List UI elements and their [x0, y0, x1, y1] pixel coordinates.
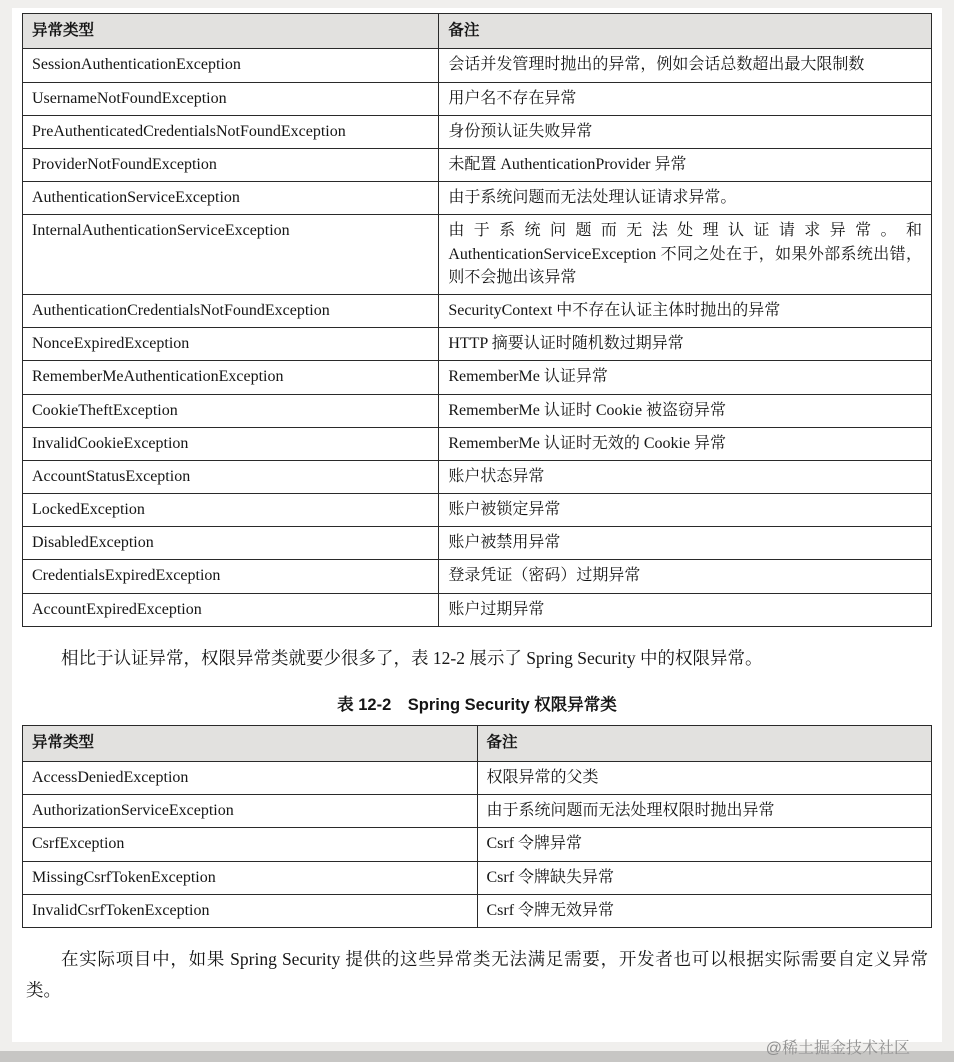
note-cell: RememberMe 认证时 Cookie 被盗窃异常	[439, 394, 932, 427]
exception-type-cell: CsrfException	[23, 828, 478, 861]
exception-type-cell: AuthenticationCredentialsNotFoundException	[23, 294, 439, 327]
table-row	[23, 761, 932, 794]
authentication-exception-table	[22, 13, 932, 627]
exception-type-cell: SessionAuthenticationException	[23, 49, 439, 82]
table-header-row	[23, 14, 932, 49]
note-cell: 账户状态异常	[439, 460, 932, 493]
note-cell: 由于系统问题而无法处理认证请求异常。和 AuthenticationServiceException 不同之处在于，如果外部系统出错，则不会抛出该异常	[439, 215, 932, 295]
note-cell: 身份预认证失败异常	[439, 115, 932, 148]
table-row	[23, 82, 932, 115]
note-cell: 由于系统问题而无法处理权限时抛出异常	[477, 795, 932, 828]
table-row	[23, 828, 932, 861]
table-row	[23, 182, 932, 215]
note-cell: 账户被禁用异常	[439, 527, 932, 560]
exception-type-cell: CredentialsExpiredException	[23, 560, 439, 593]
column-header-type: 异常类型	[23, 14, 439, 49]
table-row	[23, 328, 932, 361]
note-cell: 账户过期异常	[439, 593, 932, 626]
exception-type-cell: AccountExpiredException	[23, 593, 439, 626]
exception-type-cell: InvalidCookieException	[23, 427, 439, 460]
note-cell: 登录凭证（密码）过期异常	[439, 560, 932, 593]
exception-type-cell: PreAuthenticatedCredentialsNotFoundException	[23, 115, 439, 148]
exception-type-cell: InvalidCsrfTokenException	[23, 894, 478, 927]
table-row	[23, 494, 932, 527]
note-cell: 会话并发管理时抛出的异常，例如会话总数超出最大限制数	[439, 49, 932, 82]
table-row	[23, 115, 932, 148]
note-cell: Csrf 令牌异常	[477, 828, 932, 861]
note-cell: RememberMe 认证异常	[439, 361, 932, 394]
table-row	[23, 460, 932, 493]
table-row	[23, 894, 932, 927]
column-header-type: 异常类型	[23, 726, 478, 761]
note-cell: 权限异常的父类	[477, 761, 932, 794]
note-cell: 由于系统问题而无法处理认证请求异常。	[439, 182, 932, 215]
exception-type-cell: AuthorizationServiceException	[23, 795, 478, 828]
paragraph-closing: 在实际项目中，如果 Spring Security 提供的这些异常类无法满足需要，开发者也可以根据实际需要自定义异常类。	[26, 948, 928, 1000]
table-row	[23, 527, 932, 560]
exception-type-cell: LockedException	[23, 494, 439, 527]
note-cell: 用户名不存在异常	[439, 82, 932, 115]
page-content	[12, 8, 942, 1042]
exception-type-cell: ProviderNotFoundException	[23, 149, 439, 182]
table-header-row	[23, 726, 932, 761]
note-cell: RememberMe 认证时无效的 Cookie 异常	[439, 427, 932, 460]
table-row	[23, 215, 932, 295]
exception-type-cell: AccessDeniedException	[23, 761, 478, 794]
table-row	[23, 394, 932, 427]
exception-type-cell: DisabledException	[23, 527, 439, 560]
note-cell: Csrf 令牌缺失异常	[477, 861, 932, 894]
exception-type-cell: UsernameNotFoundException	[23, 82, 439, 115]
table-row	[23, 361, 932, 394]
exception-type-cell: AccountStatusException	[23, 460, 439, 493]
note-cell: 账户被锁定异常	[439, 494, 932, 527]
exception-type-cell: RememberMeAuthenticationException	[23, 361, 439, 394]
table-row	[23, 149, 932, 182]
watermark: @稀土掘金技术社区	[765, 1040, 910, 1057]
table2-caption: 表 12-2 Spring Security 权限异常类	[337, 696, 617, 715]
table-row	[23, 294, 932, 327]
exception-type-cell: MissingCsrfTokenException	[23, 861, 478, 894]
table-row	[23, 795, 932, 828]
authorization-exception-table	[22, 725, 932, 927]
paragraph-intro-table2: 相比于认证异常，权限异常类就要少很多了，表 12-2 展示了 Spring Security 中的权限异常。	[61, 647, 763, 668]
table-row	[23, 593, 932, 626]
exception-type-cell: InternalAuthenticationServiceException	[23, 215, 439, 295]
exception-type-cell: CookieTheftException	[23, 394, 439, 427]
exception-type-cell: AuthenticationServiceException	[23, 182, 439, 215]
note-cell: SecurityContext 中不存在认证主体时抛出的异常	[439, 294, 932, 327]
table-row	[23, 560, 932, 593]
column-header-note: 备注	[439, 14, 932, 49]
table-row	[23, 49, 932, 82]
note-cell: Csrf 令牌无效异常	[477, 894, 932, 927]
note-cell: 未配置 AuthenticationProvider 异常	[439, 149, 932, 182]
table-row	[23, 427, 932, 460]
table-row	[23, 861, 932, 894]
column-header-note: 备注	[477, 726, 932, 761]
note-cell: HTTP 摘要认证时随机数过期异常	[439, 328, 932, 361]
exception-type-cell: NonceExpiredException	[23, 328, 439, 361]
